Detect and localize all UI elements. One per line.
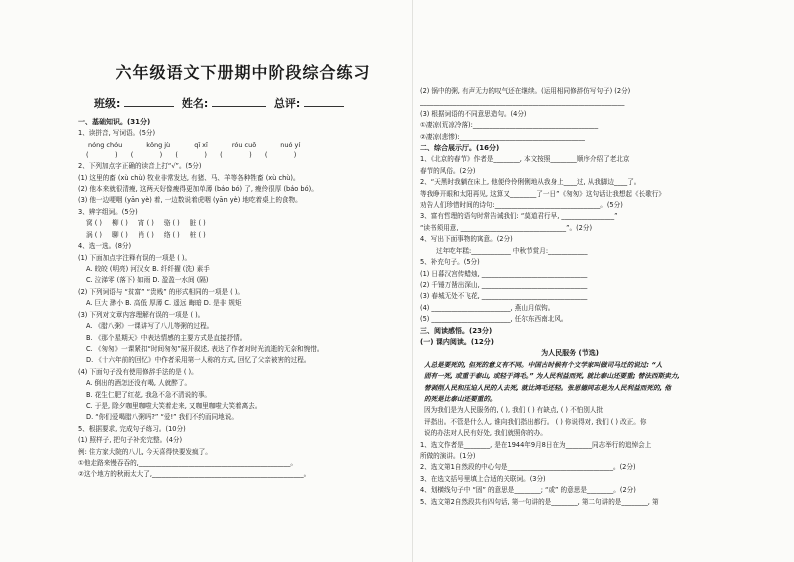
s2-line: (3) 春城无处不飞花, ________________________________ xyxy=(420,292,588,301)
q4-option: A. 倒出的酒怎还没有喝, 人就醉了。 xyxy=(86,379,192,388)
question-1: 1、读拼音, 写词语。(5分) xyxy=(78,129,156,138)
char-cell: 络 ( ) xyxy=(164,230,180,242)
q4-option: A. 《腊八粥》一课讲写了八儿等粥的过程。 xyxy=(86,322,214,331)
q5-example: 例: 住方家大院的八儿, 今天喜得快要发疯了。 xyxy=(78,447,212,456)
class-field[interactable] xyxy=(124,96,174,107)
reading-question: 5、选文第2自然段共有四句话, 第一句讲的是________, 第二句讲的是________, 第 xyxy=(420,497,659,506)
reading-question: 3、在选文括号里填上合适的关联词。(3分) xyxy=(420,474,546,483)
answer-line[interactable]: ______________________________________________________________ xyxy=(420,98,625,107)
name-label: 姓名: xyxy=(181,97,209,110)
q2-line: (2) 他本来就很清瘦, 这两天好像瘦得更加单薄 (báo bó) 了, 瘦伶很厚 (báo bó)。 xyxy=(78,185,318,194)
pinyin-row xyxy=(88,140,408,150)
s2-line: 春节的风俗。(2分) xyxy=(420,166,476,175)
question-3: 3、辨字组词。(5分) xyxy=(78,207,138,216)
reading-question: 2、选文第1自然段的中心句是________________________________。(2分) xyxy=(420,463,636,472)
pinyin-3: qī xī xyxy=(194,140,208,149)
q4-option: D. 《十六年前的回忆》中作者采用第一人称的方式, 回忆了父亲被害的过程。 xyxy=(86,356,311,365)
q2-line: (1) 这里的畜 (xù chù) 牧业非常发达, 有猪、马、羊等各种牲畜 (xù chù)。 xyxy=(78,173,300,182)
q5-item-a[interactable]: ①他走路来慢吞吞的,______________________________________________。 xyxy=(78,458,298,467)
s2-line: (5) ________________________, 任尔东西南北风。 xyxy=(420,315,568,324)
article-line: 评指出。不管是什么人, 谁向我们指出都行。 ( ) 你说得对, 我们 ( ) 改正。你 xyxy=(424,417,647,426)
article-line: 的死是比泰山还要重的。 xyxy=(424,394,497,403)
question-4: 4、选一选。(8分) xyxy=(78,242,132,251)
reading-question: 1、选文作者是________, 是在1944年9月8日在为________同志举行的追悼会上 xyxy=(420,440,652,449)
s2-line: 1、《北京的春节》作者是________, 本文按照________顺序介绍了老北京 xyxy=(420,155,630,164)
q4-option: A. 巨大 渺小 B. 高低 厚薄 C. 遥远 晦暗 D. 是非 规矩 xyxy=(86,299,242,308)
student-info xyxy=(94,95,408,111)
char-cell: 聊 ( ) xyxy=(112,230,128,242)
r-sentence-b-label: ②凄凉(悲惨): xyxy=(420,132,460,141)
q4-line: (1) 下面加点字注释有误的一项是 ( )。 xyxy=(78,253,192,262)
char-cell: 宵 ( ) xyxy=(138,218,154,230)
article-line: 人总是要死的, 但死的意义有不同。中国古时候有个文学家叫做司马迁的说过: “人 xyxy=(424,360,663,369)
q5-sub-1: (1) 照样子, 把句子补充完整。(4分) xyxy=(78,436,183,445)
q5-item-b-text: ②这个地方的秋雨太大了, xyxy=(78,470,152,479)
class-label: 班级: xyxy=(94,97,121,110)
r-sentence-b[interactable]: ②凄凉(悲惨):______________________________________ xyxy=(420,132,585,141)
q4-option: C. 于是, 除夕咖里咖啦大笑着走来, 又咖里咖啦大笑着离去。 xyxy=(86,401,262,410)
char-cell: 肖 ( ) xyxy=(138,230,154,242)
q4-option: A. 皎皎 (明亮) 河汉女 B. 纤纤擢 (洗) 素手 xyxy=(86,265,210,274)
q4-option: B. 《那个星期天》中表达情感的主要方式是直接抒情。 xyxy=(86,333,247,342)
q4-line: (2) 下列词语与 “贫富” “贵贱” 的形式相同的一项是 ( )。 xyxy=(78,287,245,296)
q4-option: B. 花生仁肥了红花, 我急不急不清说的事。 xyxy=(86,390,212,399)
char-cell: 骆 ( ) xyxy=(164,218,180,230)
score-field[interactable] xyxy=(304,96,344,107)
left-column xyxy=(78,0,408,562)
name-field[interactable] xyxy=(212,96,266,107)
s2-line: 过年吃年糕:____________ 中秋节赏月:____________ xyxy=(436,246,588,255)
reading-question: 所做的演讲。(1分) xyxy=(420,452,476,460)
article-body xyxy=(420,360,720,440)
char-cell: 柳 ( ) xyxy=(112,218,128,230)
fold-line xyxy=(412,0,413,562)
question-5: 5、根据要求, 完成句子练习。(10分) xyxy=(78,424,186,433)
article-line: 替剥削人民和压迫人民的人去死, 就比鸿毛还轻。张思德同志是为人民利益而死的, 他 xyxy=(424,383,671,392)
pinyin-4: róu cuō xyxy=(231,140,257,149)
s2-line: 劝告人们珍惜时间的诗句:________________________________。(5分) xyxy=(420,201,623,210)
section-3-title: 三、阅读感悟。(23分) xyxy=(420,326,493,335)
article-line: 因为我们是为人民服务的, ( ), 我们 ( ) 有缺点, ( ) 不怕别人批 xyxy=(424,406,604,415)
s2-line: 5、补充句子。(5分) xyxy=(420,258,480,267)
top-spacer xyxy=(420,0,720,86)
s2-line: (4) ________________________, 燕山月似钩。 xyxy=(420,303,555,312)
q5-item-b[interactable]: ②这个地方的秋雨太大了,______________________________________________。 xyxy=(78,470,311,479)
q4-line: (4) 下面句子没有使用修辞手法的是 ( )。 xyxy=(78,367,198,376)
s2-line: “读书须用意, ________________________________”。(2分) xyxy=(420,223,593,232)
s2-line: 等我睁开眼和太阳再见, 这算又________了一日”《匆匆》这句话让我想起《长歌行》 xyxy=(420,189,665,198)
score-label: 总评: xyxy=(273,97,301,110)
r-question-3: (3) 根据词语的不同意思造句。(4分) xyxy=(420,109,527,118)
section-2-title: 二、综合展示厅。(16分) xyxy=(420,144,500,153)
pinyin-1: nóng chóu xyxy=(88,140,123,149)
char-row-2 xyxy=(86,230,408,242)
page-title: 六年级语文下册期中阶段综合练习 xyxy=(115,63,371,82)
r-sentence-a-label: ①凄凉(荒凉冷落): xyxy=(420,121,473,130)
s2-line: 2、“天黑时我躺在床上, 他便伶伶俐俐地从我身上____过, 从我脚边____了。 xyxy=(420,178,641,187)
reading-question: 4、划横线句子中 “固” 的意思是________; “或” 的意思是________。(2分) xyxy=(420,486,636,495)
char-cell: 涡 ( ) xyxy=(86,230,102,242)
char-cell: 桩 ( ) xyxy=(190,230,206,242)
q2-line: (3) 他一边哽咽 (yān yè) 着, 一边数说着虎咽 (yān yè) 地吃着桌上的食物。 xyxy=(78,196,302,205)
article-line: 固有一死, 或重于泰山, 或轻于鸿毛。” 为人民利益而死, 就比泰山还要重; 替法西斯卖力, xyxy=(424,372,680,381)
q4-option: C. 泣涕零 (落下) 如雨 D. 盈盈一水间 (隔) xyxy=(86,276,209,285)
s2-line: 4、写出下面事物的寓意。(2分) xyxy=(420,235,513,244)
char-cell: 窝 ( ) xyxy=(86,218,102,230)
pinyin-5: nuó yí xyxy=(280,140,301,149)
q5-item-a-text: ①他走路来慢吞吞的, xyxy=(78,458,139,467)
q4-option: D. “你们爱喝腊八粥吗?” “爱!” 我们不约而同地说。 xyxy=(86,413,238,422)
reading-title: (一) 课内阅读。(12分) xyxy=(420,337,494,346)
s2-line: (2) 千锤万凿出深山, ________________________________ xyxy=(420,280,588,289)
r-question-2: (2) 锅中的粥, 有声无力的叹气还在继续。(运用相同修辞仿写句子) (2分) xyxy=(420,87,631,95)
article-line: 说的办法对人民有好处, 我们就照你的办。 xyxy=(424,429,547,438)
q4-line: (3) 下列对文章内容理解有误的一项是 ( )。 xyxy=(78,310,205,319)
question-2: 2、下列加点字正确的读音上打“√”。(5分) xyxy=(78,162,202,171)
article-title: 为人民服务 (节选) xyxy=(541,349,599,358)
section-1-title: 一、基础知识。(31分) xyxy=(78,118,151,126)
right-column xyxy=(420,0,720,562)
s2-line: (1) 日暮汉宫传蜡烛, ________________________________ xyxy=(420,269,588,278)
r-sentence-a[interactable]: ①凄凉(荒凉冷落):______________________________________ xyxy=(420,121,599,130)
pinyin-answer-boxes[interactable]: ( ) ( ) ( ) ( ) ( ) xyxy=(86,150,297,159)
pinyin-2: kǒng jù xyxy=(146,140,171,149)
char-row-1 xyxy=(86,218,408,230)
q4-option: C. 《匆匆》一课紧扣“时间匆匆”展开叙述, 表达了作者对时光流逝的无奈和惋惜。 xyxy=(86,344,324,353)
char-cell: 脏 ( ) xyxy=(190,218,206,230)
s2-line: 3、富有哲理的语句时常告诫我们: “莫道君行早, ________________” xyxy=(420,212,618,221)
